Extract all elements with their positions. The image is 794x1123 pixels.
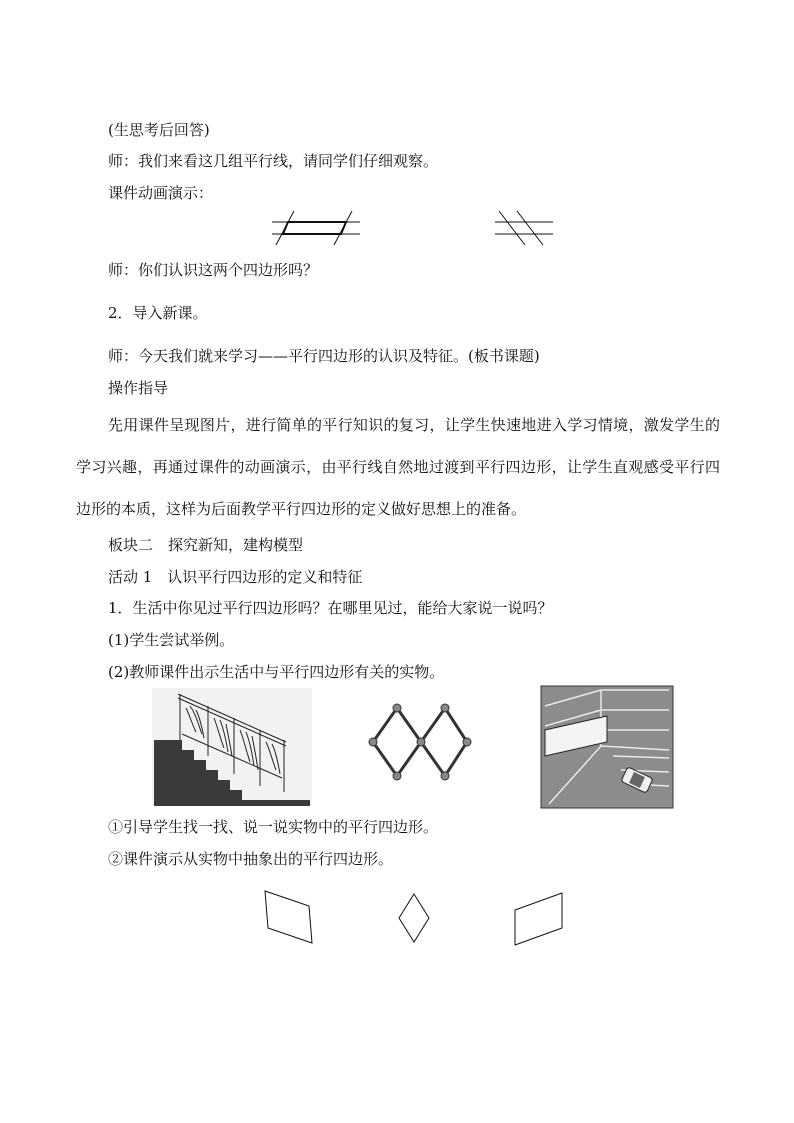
parallel-lines-figure-1 [270,208,370,248]
folding-lattice-image [365,700,475,800]
question-life-line: 1．生活中你见过平行四边形吗？在哪里见过，能给大家说一说吗？ [108,599,553,617]
abstract-shapes-line: ②课件演示从实物中抽象出的平行四边形。 [108,850,394,868]
guide-paragraph: 先用课件呈现图片，进行简单的平行知识的复习，让学生快速地进入学习情境，激发学生的学习兴趣，再通过课件的动画演示，由平行线自然地过渡到平行四边形，让学生直观感受平行四边形的本质，这样为后面教学平行四边形的定义做好思想上的准备。 [76,416,720,518]
courseware-demo-line: 课件动画演示： [108,184,214,202]
intro-new-lesson-line: 2．导入新课。 [108,304,208,322]
teacher-question-line: 师：你们认识这两个四边形吗？ [108,261,319,279]
rhombus-shape [396,892,436,948]
parallelogram-shape-1 [262,888,322,948]
student-examples-line: (1)学生尝试举例。 [108,631,235,649]
student-answer-line: (生思考后回答) [108,121,210,139]
section-two-heading: 板块二 探究新知，建构模型 [108,536,304,554]
parallel-lines-figure-2 [493,208,563,248]
parking-corner-image [541,686,673,808]
operation-guide-heading: 操作指导 [108,379,169,397]
teacher-today-line: 师：今天我们就来学习——平行四边形的认识及特征。(板书课题) [108,347,540,365]
parallelogram-shape-2 [512,890,572,950]
activity-one-heading: 活动 1 认识平行四边形的定义和特征 [108,568,363,586]
staircase-railing-image [152,688,312,806]
guide-find-line: ①引导学生找一找、说一说实物中的平行四边形。 [108,818,439,836]
teacher-shows-line: (2)教师课件出示生活中与平行四边形有关的实物。 [108,663,445,681]
teacher-observe-line: 师：我们来看这几组平行线，请同学们仔细观察。 [108,152,439,170]
